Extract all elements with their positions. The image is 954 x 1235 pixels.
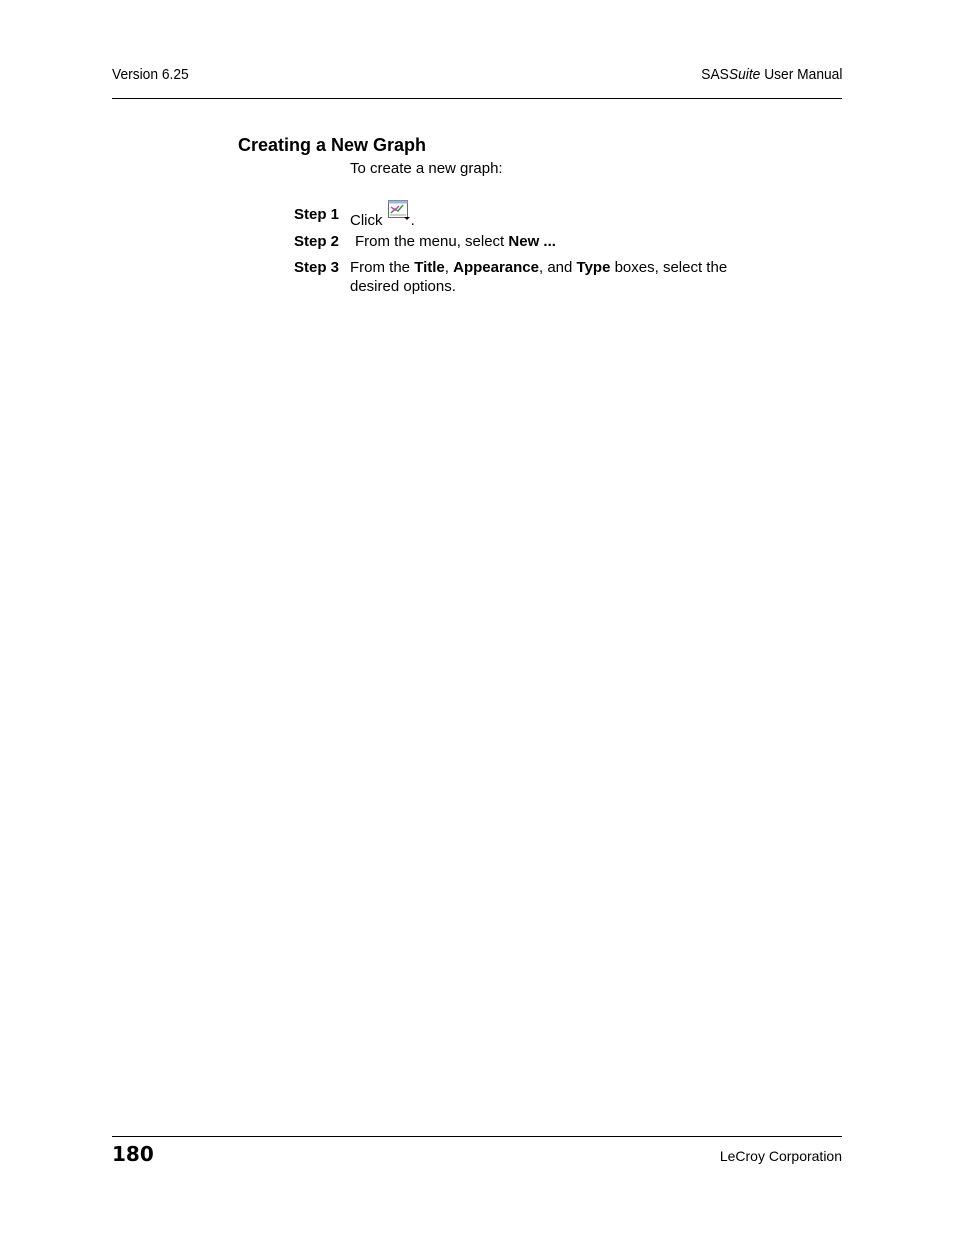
- manual-suffix: User Manual: [759, 66, 842, 83]
- step-1: [294, 205, 754, 230]
- page-number: 180: [112, 1142, 154, 1166]
- step-text: From the: [350, 259, 415, 276]
- header-manual-title: [701, 66, 842, 83]
- step-text: boxes, select the desired options.: [350, 259, 728, 295]
- manual-prefix: SAS: [700, 66, 729, 83]
- appearance-box-name: Appearance: [453, 259, 539, 276]
- step-text: , and: [538, 259, 577, 276]
- graph-icon[interactable]: [387, 199, 411, 221]
- footer-rule: [112, 1136, 842, 1137]
- step-body: [350, 205, 754, 230]
- step-label: Step 1: [294, 206, 340, 223]
- footer-company: LeCroy Corporation: [719, 1148, 842, 1164]
- step-text: From the menu, select: [355, 233, 509, 250]
- section-intro: To create a new graph:: [350, 160, 503, 177]
- step-label: Step 3: [294, 259, 340, 276]
- step-text: Click: [350, 212, 387, 229]
- step-label: Step 2: [294, 233, 340, 250]
- header-version: Version 6.25: [112, 66, 189, 83]
- section-title: Creating a New Graph: [238, 135, 427, 155]
- step-text-end: .: [410, 212, 415, 229]
- step-body: [355, 232, 754, 251]
- step-2: [294, 232, 754, 251]
- type-box-name: Type: [576, 259, 611, 276]
- step-body: [350, 258, 754, 296]
- header-rule: [112, 98, 842, 99]
- step-text: ,: [444, 259, 454, 276]
- title-box-name: Title: [414, 259, 445, 276]
- step-3: [294, 258, 754, 296]
- menu-item-new: New ...: [508, 233, 556, 250]
- manual-italic: Suite: [728, 66, 760, 83]
